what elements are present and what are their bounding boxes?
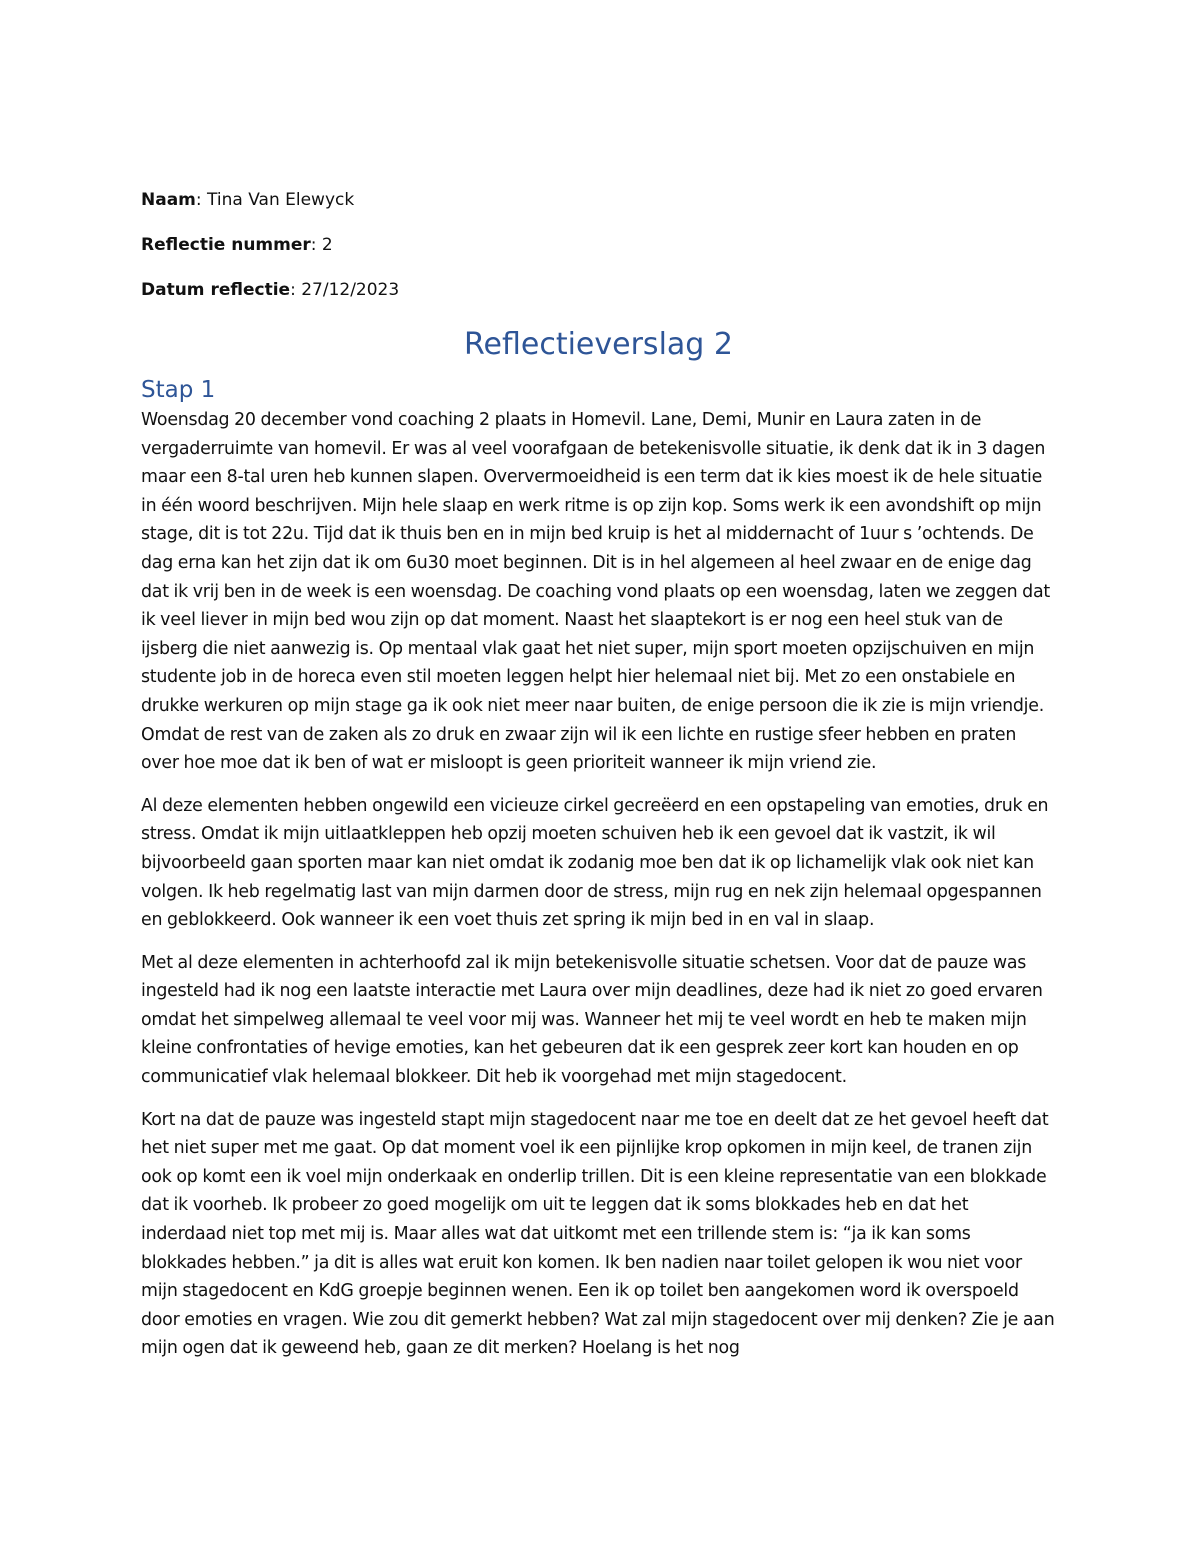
paragraph-1: Woensdag 20 december vond coaching 2 plaats in Homevil. Lane, Demi, Munir en Laura zaten in de vergaderruimte van homevil. Er was al veel voorafgaan de betekenisvolle situatie, ik denk dat ik in 3 dagen maar een 8-tal uren heb kunnen slapen. Oververmoeidheid is een term dat ik kies moest ik de hele situatie in één woord beschrijven. Mijn hele slaap en werk ritme is op zijn kop. Soms werk ik een avondshift op mijn stage, dit is tot 22u. Tijd dat ik thuis ben en in mijn bed kruip is het al middernacht of 1uur s ’ochtends. De dag erna kan het zijn dat ik om 6u30 moet beginnen. Dit is in hel algemeen al heel zwaar en de enige dag dat ik vrij ben in de week is een woensdag. De coaching vond plaats op een woensdag, laten we zeggen dat ik veel liever in mijn bed wou zijn op dat moment. Naast het slaaptekort is er nog een heel stuk van de ijsberg die niet aanwezig is. Op mentaal vlak gaat het niet super, mijn sport moeten opzijschuiven en mijn studente job in de horeca even stil moeten leggen helpt hier helemaal niet bij. Met zo een onstabiele en drukke werkuren op mijn stage ga ik ook niet meer naar buiten, de enige persoon die ik zie is mijn vriendje. Omdat de rest van de zaken als zo druk en zwaar zijn wil ik een lichte en rustige sfeer hebben en praten over hoe moe dat ik ben of wat er misloopt is geen prioriteit wanneer ik mijn vriend zie. xyxy=(141,410,1050,774)
paragraph-3: Met al deze elementen in achterhoofd zal ik mijn betekenisvolle situatie schetsen. Voor dat de pauze was ingesteld had ik nog een laatste interactie met Laura over mijn deadlines, deze had ik niet zo goed ervaren omdat het simpelweg allemaal te veel voor mij was. Wanneer het mij te veel wordt en heb te maken mijn kleine confrontaties of hevige emoties, kan het gebeuren dat ik een gesprek zeer kort kan houden en op communicatief vlak helemaal blokkeer. Dit heb ik voorgehad met mijn stagedocent. xyxy=(141,952,1043,1088)
meta-name xyxy=(141,186,1056,214)
section-heading: Stap 1 xyxy=(141,377,216,403)
number-value: 2 xyxy=(321,235,333,255)
document-title: Reflectieverslag 2 xyxy=(464,327,733,362)
number-label: Reflectie nummer xyxy=(141,235,311,255)
number-colon: : xyxy=(310,235,322,255)
paragraph-2: Al deze elementen hebben ongewild een vicieuze cirkel gecreëerd en een opstapeling van emoties, druk en stress. Omdat ik mijn uitlaatkleppen heb opzij moeten schuiven heb ik een gevoel dat ik vastzit, ik wil bijvoorbeeld gaan sporten maar kan niet omdat ik zodanig moe ben dat ik op lichamelijk vlak ook niet kan volgen. Ik heb regelmatig last van mijn darmen door de stress, mijn rug en nek zijn helemaal opgespannen en geblokkeerd. Ook wanneer ik een voet thuis zet spring ik mijn bed in en val in slaap. xyxy=(141,795,1049,931)
name-value: Tina Van Elewyck xyxy=(207,190,355,210)
date-value: 27/12/2023 xyxy=(301,280,400,300)
meta-date xyxy=(141,276,1056,304)
document-page xyxy=(141,186,1056,1377)
date-colon: : xyxy=(290,280,302,300)
date-label: Datum reflectie xyxy=(141,280,291,300)
name-label: Naam xyxy=(141,190,196,210)
meta-number xyxy=(141,231,1056,259)
paragraph-4: Kort na dat de pauze was ingesteld stapt mijn stagedocent naar me toe en deelt dat ze het gevoel heeft dat het niet super met me gaat. Op dat moment voel ik een pijnlijke krop opkomen in mijn keel, de tranen zijn ook op komt een ik voel mijn onderkaak en onderlip trillen. Dit is een kleine representatie van een blokkade dat ik voorheb. Ik probeer zo goed mogelijk om uit te leggen dat ik soms blokkades heb en dat het inderdaad niet top met mij is. Maar alles wat dat uitkomt met een trillende stem is: “ja ik kan soms blokkades hebben.” ja dit is alles wat eruit kon komen. Ik ben nadien naar toilet gelopen ik wou niet voor mijn stagedocent en KdG groepje beginnen wenen. Een ik op toilet ben aangekomen word ik overspoeld door emoties en vragen. Wie zou dit gemerkt hebben? Wat zal mijn stagedocent over mij denken? Zie je aan mijn ogen dat ik geweend heb, gaan ze dit merken? Hoelang is het nog xyxy=(141,1109,1055,1359)
name-colon: : xyxy=(195,190,208,210)
